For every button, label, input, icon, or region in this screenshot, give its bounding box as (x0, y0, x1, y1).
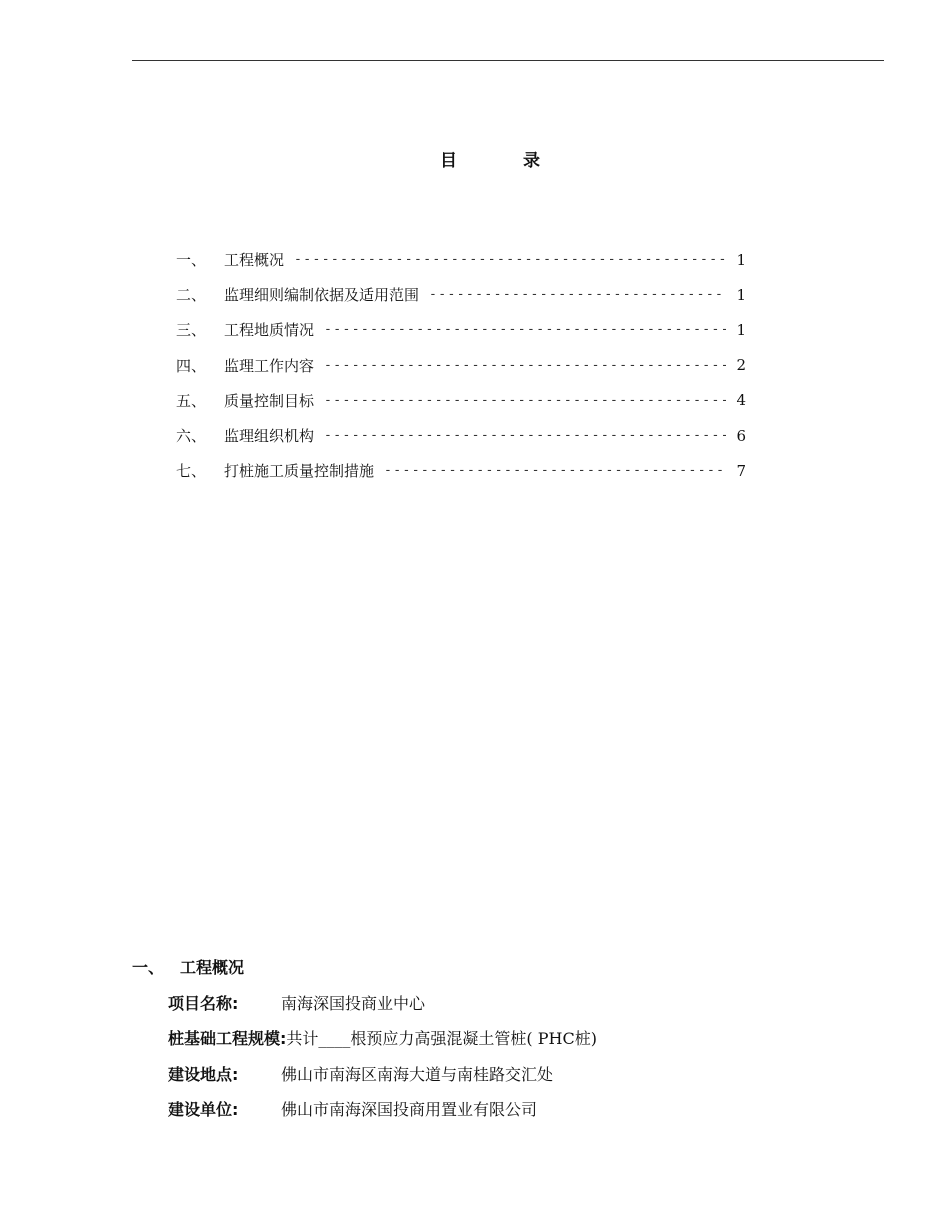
toc-entry-title: 监理细则编制依据及适用范围 (224, 286, 420, 305)
info-label: 桩基础工程规模: (168, 1029, 287, 1049)
info-label: 建设单位: (168, 1100, 239, 1120)
toc-entry[interactable] (176, 242, 746, 277)
toc-entry-page: 2 (736, 356, 746, 375)
toc-dot-leader (324, 358, 726, 373)
info-label: 建设地点: (168, 1064, 239, 1084)
toc-dot-leader (324, 322, 726, 337)
toc-entry-page: 1 (736, 320, 746, 339)
toc-dot-leader (429, 287, 726, 302)
info-value: 佛山市南海区南海大道与南桂路交汇处 (281, 1064, 554, 1084)
toc-entry-title: 质量控制目标 (224, 391, 315, 410)
toc-dot-leader (294, 252, 726, 267)
toc-entry-title: 工程概况 (224, 251, 285, 270)
toc-entry-page: 1 (736, 250, 746, 269)
info-label: 项目名称: (168, 994, 239, 1014)
info-row-project-name (168, 985, 868, 1020)
project-info (168, 985, 868, 1126)
toc-entry-page: 7 (736, 461, 746, 480)
info-value: 南海深国投商业中心 (281, 994, 426, 1014)
toc-dot-leader (324, 428, 726, 443)
info-row-site-location (168, 1056, 868, 1091)
toc-entry[interactable] (176, 418, 746, 453)
toc-entry-number: 七、 (176, 462, 207, 481)
section-title: 工程概况 (180, 958, 245, 977)
section-number: 一、 (132, 958, 165, 977)
toc-entry[interactable] (176, 453, 746, 488)
toc-entry-title: 打桩施工质量控制措施 (224, 462, 375, 481)
info-row-pile-scale (168, 1020, 868, 1055)
toc-entry-number: 四、 (176, 356, 207, 375)
toc-entry-title: 监理工作内容 (224, 356, 315, 375)
toc-entry[interactable] (176, 277, 746, 312)
info-row-developer (168, 1091, 868, 1126)
toc-entry-page: 4 (736, 391, 746, 410)
table-of-contents (176, 242, 746, 488)
section-heading (132, 955, 244, 978)
header-rule (132, 60, 884, 61)
toc-entry-title: 监理组织机构 (224, 427, 315, 446)
toc-entry[interactable] (176, 348, 746, 383)
toc-entry-title: 工程地质情况 (224, 321, 315, 340)
toc-entry-number: 三、 (176, 321, 207, 340)
toc-entry-number: 一、 (176, 251, 207, 270)
toc-dot-leader (384, 463, 726, 478)
toc-entry[interactable] (176, 312, 746, 347)
toc-entry-number: 二、 (176, 286, 207, 305)
info-value: 共计____根预应力高强混凝土管桩( PHC桩) (286, 1029, 597, 1049)
toc-entry-number: 五、 (176, 391, 207, 410)
toc-dot-leader (324, 393, 726, 408)
toc-entry-page: 6 (736, 426, 746, 445)
toc-entry-page: 1 (736, 285, 746, 304)
toc-entry[interactable] (176, 383, 746, 418)
info-value: 佛山市南海深国投商用置业有限公司 (281, 1100, 538, 1120)
toc-title: 目 录 (440, 151, 570, 171)
toc-entry-number: 六、 (176, 427, 207, 446)
